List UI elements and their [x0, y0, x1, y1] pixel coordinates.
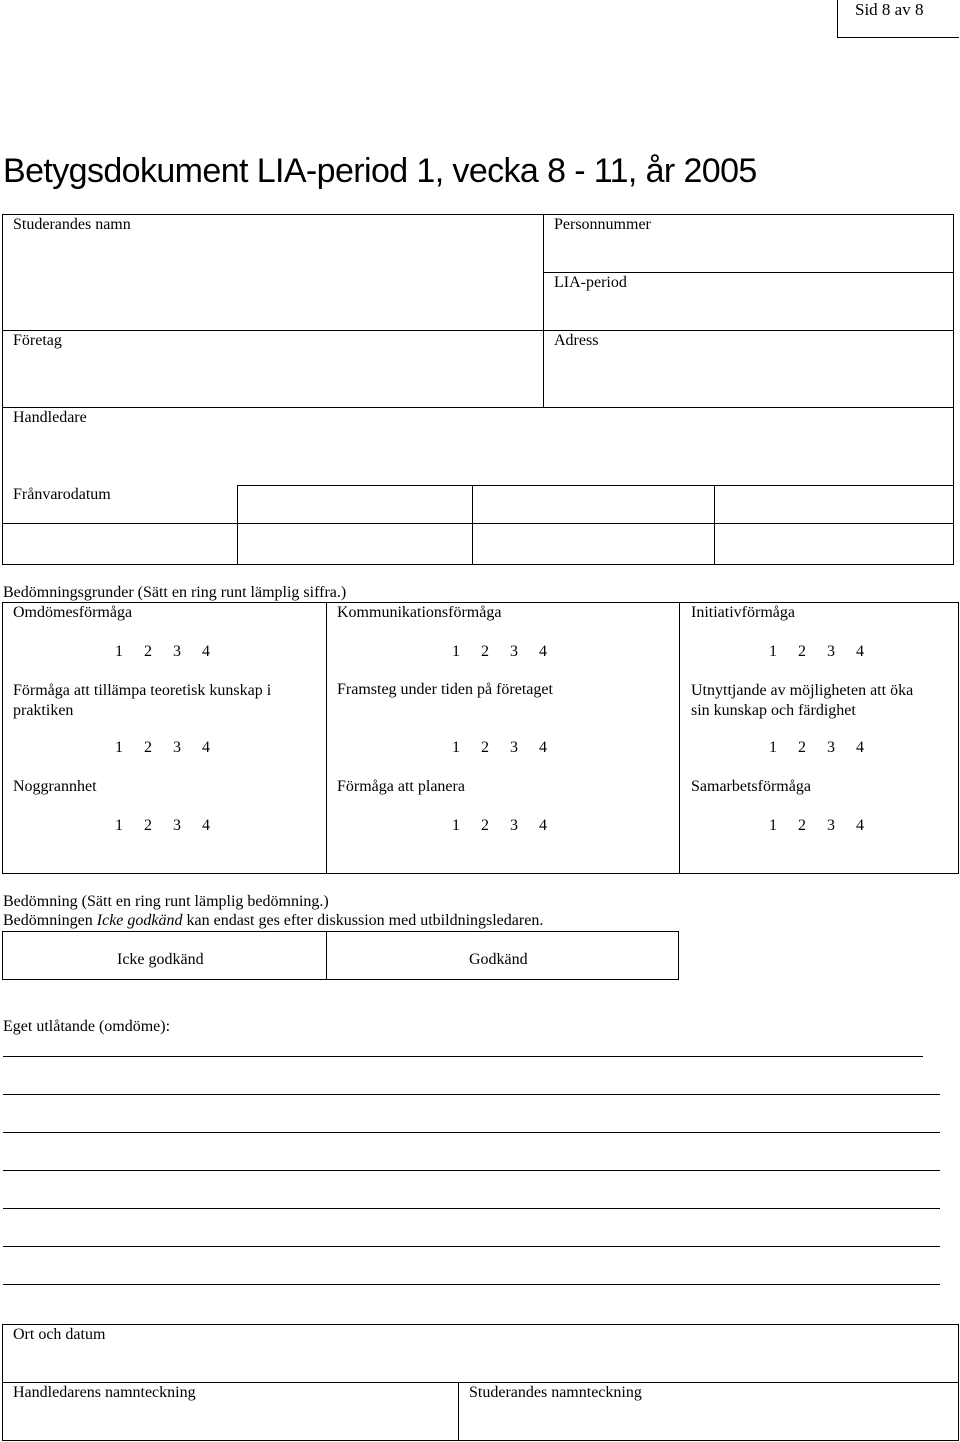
statement-line[interactable] — [3, 1094, 940, 1095]
info-divider — [472, 485, 473, 565]
rating-option[interactable]: 3 — [510, 643, 518, 660]
rating-option[interactable]: 3 — [827, 643, 835, 660]
criterion-communication: Kommunikationsförmåga — [337, 604, 502, 621]
assessment-divider — [326, 931, 327, 980]
statement-line[interactable] — [3, 1208, 940, 1209]
rating-scale[interactable] — [115, 739, 231, 757]
page-title: Betygsdokument LIA-period 1, vecka 8 - 11, år 2005 — [3, 152, 757, 190]
rating-option[interactable]: 2 — [798, 643, 806, 660]
info-divider — [2, 330, 954, 331]
rating-option[interactable]: 1 — [115, 817, 123, 834]
rating-option[interactable]: 4 — [856, 643, 864, 660]
rating-option[interactable]: 4 — [539, 817, 547, 834]
criteria-heading: Bedömningsgrunder (Sätt en ring runt lämplig siffra.) — [3, 584, 347, 601]
personal-number-label: Personnummer — [554, 216, 651, 233]
rating-option[interactable]: 2 — [798, 739, 806, 756]
student-signature-field[interactable]: Studerandes namnteckning — [469, 1384, 642, 1401]
rating-option[interactable]: 1 — [452, 817, 460, 834]
rating-scale[interactable] — [115, 643, 231, 661]
assessment-note-prefix: Bedömningen — [3, 912, 97, 929]
criterion-accuracy: Noggrannhet — [13, 778, 97, 795]
rating-option[interactable]: 3 — [173, 739, 181, 756]
rating-option[interactable]: 2 — [481, 739, 489, 756]
assessment-heading: Bedömning (Sätt en ring runt lämplig bedömning.) — [3, 893, 329, 910]
rating-scale[interactable] — [452, 817, 568, 835]
rating-scale[interactable] — [769, 739, 885, 757]
rating-option[interactable]: 3 — [173, 643, 181, 660]
statement-line[interactable] — [3, 1246, 940, 1247]
info-divider — [2, 523, 954, 524]
criterion-applying-theory: Förmåga att tillämpa teoretisk kunskap i praktiken — [13, 682, 272, 719]
criteria-divider — [326, 602, 327, 874]
rating-option[interactable]: 1 — [452, 643, 460, 660]
rating-option[interactable]: 1 — [452, 739, 460, 756]
info-divider — [2, 407, 954, 408]
rating-scale[interactable] — [769, 643, 885, 661]
criterion-judgement: Omdömesförmåga — [13, 604, 133, 621]
rating-option[interactable]: 1 — [115, 643, 123, 660]
rating-option[interactable]: 4 — [202, 643, 210, 660]
place-date-field[interactable]: Ort och datum — [13, 1326, 106, 1343]
fail-option[interactable]: Icke godkänd — [117, 951, 204, 968]
rating-option[interactable]: 1 — [769, 817, 777, 834]
rating-option[interactable]: 4 — [202, 817, 210, 834]
rating-option[interactable]: 1 — [115, 739, 123, 756]
signature-divider — [458, 1382, 459, 1441]
rating-option[interactable]: 2 — [144, 643, 152, 660]
rating-option[interactable]: 1 — [769, 739, 777, 756]
criterion-utilizing-opportunity: Utnyttjande av möjligheten att öka sin kunskap och färdighet — [691, 682, 914, 719]
criteria-divider — [679, 602, 680, 874]
rating-option[interactable]: 2 — [481, 817, 489, 834]
rating-option[interactable]: 1 — [769, 643, 777, 660]
rating-scale[interactable] — [452, 739, 568, 757]
rating-option[interactable]: 4 — [539, 643, 547, 660]
info-divider — [543, 272, 954, 273]
rating-option[interactable]: 4 — [856, 817, 864, 834]
rating-scale[interactable] — [115, 817, 231, 835]
statement-label: Eget utlåtande (omdöme): — [3, 1018, 171, 1035]
rating-option[interactable]: 3 — [173, 817, 181, 834]
info-divider — [543, 214, 544, 408]
rating-option[interactable]: 4 — [856, 739, 864, 756]
assessment-note — [3, 912, 543, 930]
statement-line[interactable] — [3, 1056, 923, 1057]
company-label: Företag — [13, 332, 62, 349]
rating-option[interactable]: 3 — [510, 817, 518, 834]
absence-dates-label: Frånvarodatum — [13, 486, 111, 503]
signature-divider — [2, 1382, 959, 1383]
criterion-progress: Framsteg under tiden på företaget — [337, 681, 553, 698]
info-table-border — [2, 214, 954, 565]
rating-option[interactable]: 4 — [539, 739, 547, 756]
rating-option[interactable]: 2 — [144, 739, 152, 756]
statement-line[interactable] — [3, 1284, 940, 1285]
rating-option[interactable]: 2 — [144, 817, 152, 834]
rating-scale[interactable] — [452, 643, 568, 661]
assessment-note-suffix: kan endast ges efter diskussion med utbildningsledaren. — [182, 912, 544, 929]
criterion-initiative: Initiativförmåga — [691, 604, 795, 621]
statement-line[interactable] — [3, 1170, 940, 1171]
supervisor-signature-field[interactable]: Handledarens namnteckning — [13, 1384, 196, 1401]
pass-option[interactable]: Godkänd — [469, 951, 528, 968]
page-number: Sid 8 av 8 — [855, 0, 924, 19]
lia-period-label: LIA-period — [554, 274, 627, 291]
criterion-planning: Förmåga att planera — [337, 778, 465, 795]
rating-option[interactable]: 3 — [510, 739, 518, 756]
info-divider — [714, 485, 715, 565]
criterion-cooperation: Samarbetsförmåga — [691, 778, 811, 795]
rating-option[interactable]: 2 — [798, 817, 806, 834]
rating-option[interactable]: 4 — [202, 739, 210, 756]
rating-option[interactable]: 3 — [827, 739, 835, 756]
assessment-options-box — [2, 931, 679, 980]
rating-option[interactable]: 3 — [827, 817, 835, 834]
info-divider — [237, 485, 238, 565]
rating-option[interactable]: 2 — [481, 643, 489, 660]
statement-line[interactable] — [3, 1132, 940, 1133]
student-name-label: Studerandes namn — [13, 216, 131, 233]
assessment-note-italic: Icke godkänd — [96, 912, 183, 929]
info-divider — [237, 485, 954, 486]
address-label: Adress — [554, 332, 599, 349]
supervisor-label: Handledare — [13, 409, 87, 426]
rating-scale[interactable] — [769, 817, 885, 835]
